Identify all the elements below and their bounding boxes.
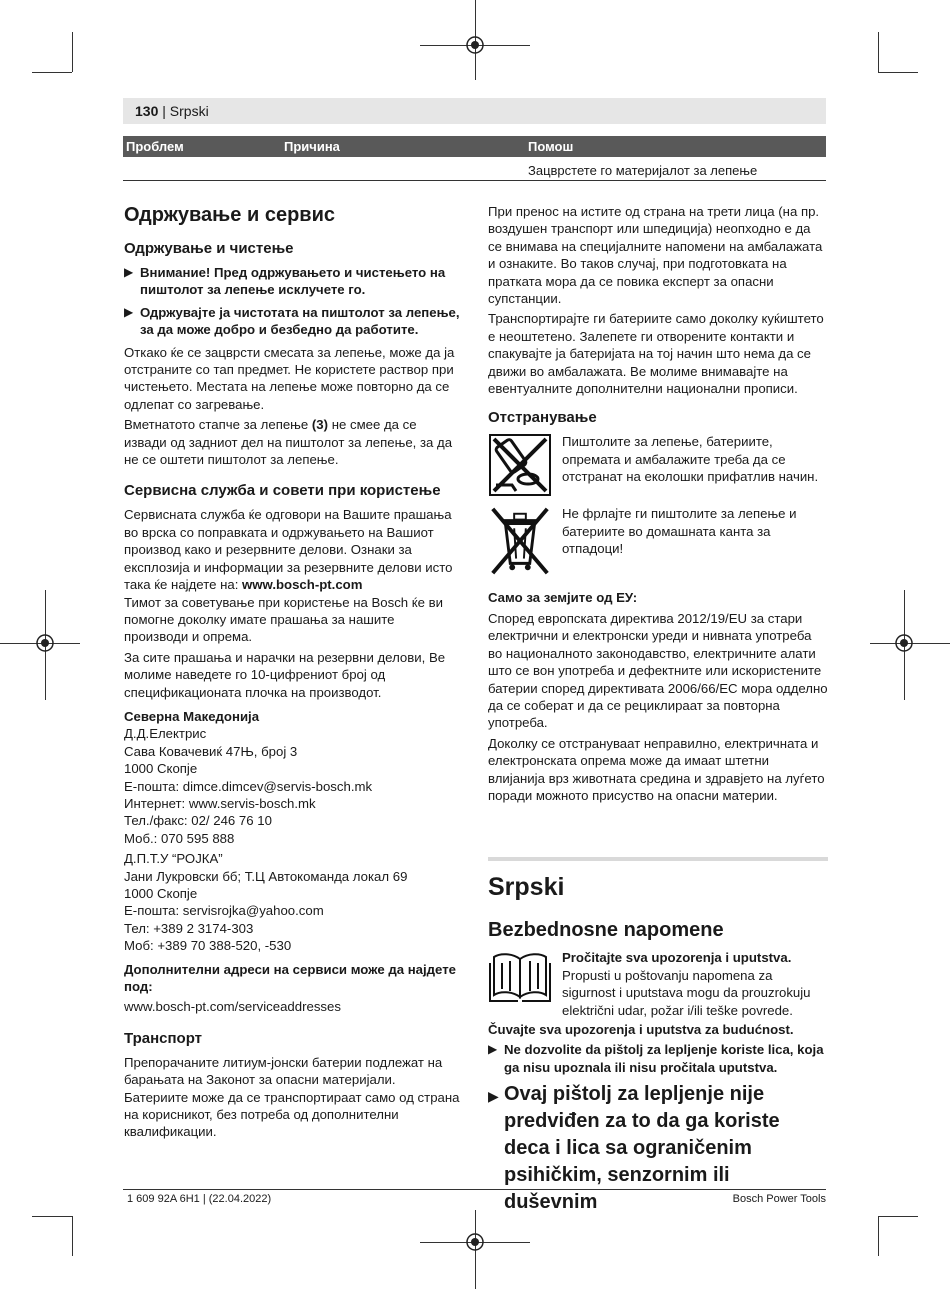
eu-heading: Само за земјите од ЕУ: xyxy=(488,590,638,606)
table-cell-help: Зацврстете го материјалот за лепење xyxy=(528,163,758,178)
address-block: Д.П.Т.У “РОЈКА” Јани Лукровски бб; Т.Ц Автокоманда локал 69 1000 Скопје Е-пошта: servisrojka@yahoo.com Тел: +389 2 3174-303 Моб: +389 70 388-520, -530 xyxy=(124,851,408,954)
paragraph: Тимот за советување при користење на Bosch ќе ви помогне доколку имате прашања за нашите производи и опрема. xyxy=(124,594,443,645)
registration-mark-icon xyxy=(464,34,486,56)
service-addresses-link[interactable]: www.bosch-pt.com/serviceaddresses xyxy=(124,999,341,1015)
left-column xyxy=(124,203,462,1144)
paragraph: Сервисната служба ќе одговори на Вашите прашања во врска со поправката и одржувањето на Вашиот производ како и резервните делови. Ознаки за експлозија и информации за резервните делови исто така ќе најдете на: www.bosch-pt.com xyxy=(124,507,453,593)
table-header-problem: Проблем xyxy=(126,139,184,154)
paragraph: При пренос на истите од страна на трети лица (на пр. воздушен транспорт или шпедиција) неопходно е да се внимава на специјалните напомени на амбалажата и ознаките. Во таков случај, при подготовката на пратката мора да се повика експерт за опасни супстанции. xyxy=(488,204,823,307)
address-block: Д.Д.Електрис Сава Ковачевиќ 47Њ, број 3 1000 Скопје Е-пошта: dimce.dimcev@servis-bosch.mk Интернет: www.servis-bosch.mk Тел./факс: 02/ 246 76 10 Моб.: 070 595 888 xyxy=(124,726,373,846)
registration-mark-icon xyxy=(34,632,56,654)
paragraph: За сите прашања и нарачки на резервни делови, Ве молиме наведете го 10-цифрениот број од спецификационата плочка на производот. xyxy=(124,649,446,700)
crop-mark xyxy=(72,1216,73,1256)
crop-mark xyxy=(878,1216,918,1217)
transport-heading: Транспорт xyxy=(124,1029,203,1047)
page-header xyxy=(123,98,826,124)
table-row xyxy=(123,160,826,181)
paragraph: Доколку се отстрануваат неправилно, електричната и електронската опрема може да имаат штетни влијанија врз животната средина и здравјето на луѓето поради можното присуство на опасни материи. xyxy=(488,735,825,803)
safety-heading: Bezbednosne napomene xyxy=(488,919,724,942)
crop-mark xyxy=(878,72,918,73)
warning-bullet: ▶ Ne dozvolite da pištolj za lepljenje koriste lica, koja ga nisu upoznala ili nisu pročitala uputstva. xyxy=(488,1042,824,1075)
weee-text: Не фрлајте ги пиштолите за лепење и батериите во домашната канта за отпадоци! xyxy=(562,506,797,557)
country-label: Северна Македонија xyxy=(124,708,260,724)
warning-bullet: ▶ Одржувајте ја чистотата на пиштолот за лепење, за да може добро и безбедно да работите. xyxy=(124,304,460,338)
paragraph: Откако ќе се зацврсти смесата за лепење, може да ја отстраните со тап предмет. Не користете раствор при чистењето. Местата на лепење може повторно да се одлепат со загревање. xyxy=(124,344,455,412)
keep-instructions: Čuvajte sva upozorenja i uputstva za budućnost. xyxy=(488,1021,794,1037)
crop-mark xyxy=(32,72,72,73)
bullet-triangle-icon: ▶ xyxy=(488,1088,499,1105)
table-header-cause: Причина xyxy=(284,139,340,154)
warning-bullet: ▶ Внимание! Пред одржувањето и чистењето на пиштолот за лепење исклучете го. xyxy=(124,265,446,298)
bullet-triangle-icon: ▶ xyxy=(488,1042,498,1057)
registration-mark-icon xyxy=(464,1231,486,1253)
eco-disposal-icon xyxy=(488,433,552,497)
bullet-triangle-icon: ▶ xyxy=(124,304,134,319)
table-header-help: Помош xyxy=(528,139,574,154)
right-column xyxy=(488,203,828,1216)
section-divider xyxy=(488,857,828,861)
paragraph: Транспортирајте ги батериите само доколку куќиштето е неоштетено. Залепете ги отворените контакти и спакувајте ја батеријата на тој начин што нема да се движи во амбалажата. Ве молиме внимавајте на евентуалните дополнителни национални прописи. xyxy=(488,311,824,397)
read-manual-text: Pročitajte sva upozorenja i uputstva. Propusti u poštovanju napomena za sigurnost i uputstava mogu da prouzrokuju električni udar, požar i/ili teške povrede. xyxy=(562,950,811,1018)
open-book-icon xyxy=(488,949,552,1005)
language-section-title: Srpski xyxy=(488,873,565,902)
bullet-triangle-icon: ▶ xyxy=(124,265,134,279)
page-number-label: 130 | Srpski xyxy=(135,103,209,119)
eco-disposal-text: Пиштолите за лепење, батериите, опремата и амбалажите треба да се отстранат на еколошки прифатлив начин. xyxy=(562,434,819,485)
crossed-bin-icon xyxy=(488,505,552,577)
brand-label: Bosch Power Tools xyxy=(732,1193,826,1205)
maintenance-heading: Одржување и чистење xyxy=(124,240,294,257)
more-addresses-label: Дополнителни адреси на сервиси може да најдете под: xyxy=(124,961,456,995)
recycling-notice xyxy=(488,433,828,497)
paragraph: Препорачаните литиум-јонски батерии подлежат на барањата на Законот за опасни материјали. Батериите може да се транспортираат само од страна на корисникот, без потреба од дополнителни квалификации. xyxy=(124,1054,460,1140)
crop-mark xyxy=(72,32,73,72)
crop-mark xyxy=(32,1216,72,1217)
disposal-heading: Отстранување xyxy=(488,409,597,427)
weee-notice xyxy=(488,505,828,577)
page-footer xyxy=(123,1189,826,1205)
section-title: Одржување и сервис xyxy=(124,204,335,226)
paragraph: Според европската директива 2012/19/EU за стари електрични и електронски уреди и нивната употреба во националното законодавство, електричните алати што се вон употреба и дефектните или искористените батерии според директивата 2006/66/ЕС мора одделно да се соберат и да се рециклираат за повторна употреба. xyxy=(488,610,828,731)
crop-mark xyxy=(878,1216,879,1256)
troubleshooting-table-header xyxy=(123,136,826,157)
warning-bullet-large: ▶ Ovaj pištolj za lepljenje nije predviđen za to da ga koriste deca i lica sa ograničenim psihičkim, senzornim ili duševnim xyxy=(488,1083,780,1214)
read-manual-notice xyxy=(488,949,828,1019)
document-number: 1 609 92A 6H1 | (22.04.2022) xyxy=(127,1193,272,1205)
paragraph: Вметнатото стапче за лепење (3) не смее да се извади од задниот дел на пиштолот за лепење, за да не се оштети пиштолот за лепење. xyxy=(124,417,453,468)
crop-mark xyxy=(878,32,879,72)
registration-mark-icon xyxy=(893,632,915,654)
service-heading: Сервисна служба и совети при користење xyxy=(124,482,441,500)
bosch-link[interactable]: www.bosch-pt.com xyxy=(242,577,363,593)
